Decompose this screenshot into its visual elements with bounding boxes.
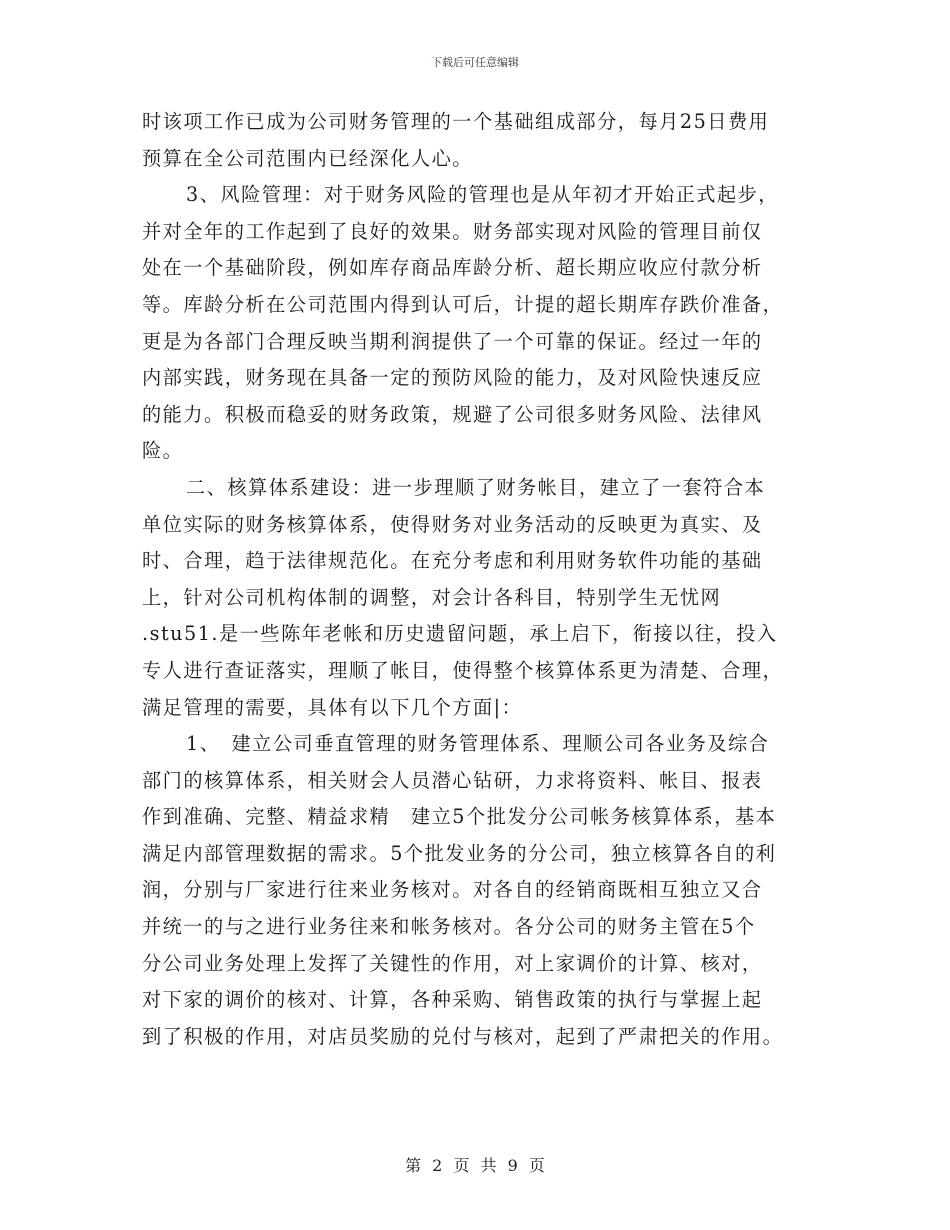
body-line: 到了积极的作用，对店员奖励的兑付与核对，起到了严肃把关的作用。 xyxy=(142,1024,784,1048)
body-line: 单位实际的财务核算体系，使得财务对业务活动的反映更为真实、及 xyxy=(142,512,763,536)
body-line: 作到准确、完整、精益求精 建立5个批发分公司帐务核算体系，基本 xyxy=(142,805,777,829)
body-line: 内部实践，财务现在具备一定的预防风险的能力，及对风险快速反应 xyxy=(142,366,763,390)
body-line: 时、合理，趋于法律规范化。在充分考虑和利用财务软件功能的基础 xyxy=(142,549,763,573)
body-line: .stu51.是一些陈年老帐和历史遗留问题，承上启下，衔接以往，投入 xyxy=(142,622,778,646)
page-number: 第 2 页 共 9 页 xyxy=(405,1156,545,1175)
body-line: 险。 xyxy=(142,439,184,463)
body-line: 上，针对公司机构体制的调整，对会计各科目，特别学生无忧网 xyxy=(142,585,722,609)
paragraph-start-line: 二、核算体系建设：进一步理顺了财务帐目，建立了一套符合本 xyxy=(186,475,766,499)
document-body xyxy=(142,104,812,1055)
body-line: 更是为各部门合理反映当期利润提供了一个可靠的保证。经过一年的 xyxy=(142,329,763,353)
body-line: 时该项工作已成为公司财务管理的一个基础组成部分，每月25日费用 xyxy=(142,110,770,133)
body-line: 预算在全公司范围内已经深化人心。 xyxy=(142,146,473,170)
body-line: 并对全年的工作起到了良好的效果。财务部实现对风险的管理目前仅 xyxy=(142,219,763,243)
body-line: 分公司业务处理上发挥了关键性的作用，对上家调价的计算、核对， xyxy=(142,951,763,975)
body-line: 对下家的调价的核对、计算，各种采购、销售政策的执行与掌握上起 xyxy=(142,988,763,1012)
paragraph-start-line: 3、风险管理：对于财务风险的管理也是从年初才开始正式起步， xyxy=(186,183,779,207)
paragraph-start-line: 1、 建立公司垂直管理的财务管理体系、理顺公司各业务及综合 xyxy=(186,732,770,756)
body-line: 满足内部管理数据的需求。5个批发业务的分公司，独立核算各自的利 xyxy=(142,841,777,865)
body-line: 润，分别与厂家进行往来业务核对。对各自的经销商既相互独立又合 xyxy=(142,878,763,902)
body-line: 等。库龄分析在公司范围内得到认可后，计提的超长期库存跌价准备， xyxy=(142,292,784,316)
body-line: 满足管理的需要，具体有以下几个方面|： xyxy=(142,695,523,719)
body-line: 并统一的与之进行业务往来和帐务核对。各分公司的财务主管在5个 xyxy=(142,915,756,939)
body-line: 的能力。积极而稳妥的财务政策，规避了公司很多财务风险、法律风 xyxy=(142,402,763,426)
header-note: 下载后可任意编辑 xyxy=(431,56,519,69)
body-line: 部门的核算体系，相关财会人员潜心钻研，力求将资料、帐目、报表 xyxy=(142,768,763,792)
body-line: 专人进行查证落实，理顺了帐目，使得整个核算体系更为清楚、合理， xyxy=(142,658,784,682)
body-line: 处在一个基础阶段，例如库存商品库龄分析、超长期应收应付款分析 xyxy=(142,256,763,280)
